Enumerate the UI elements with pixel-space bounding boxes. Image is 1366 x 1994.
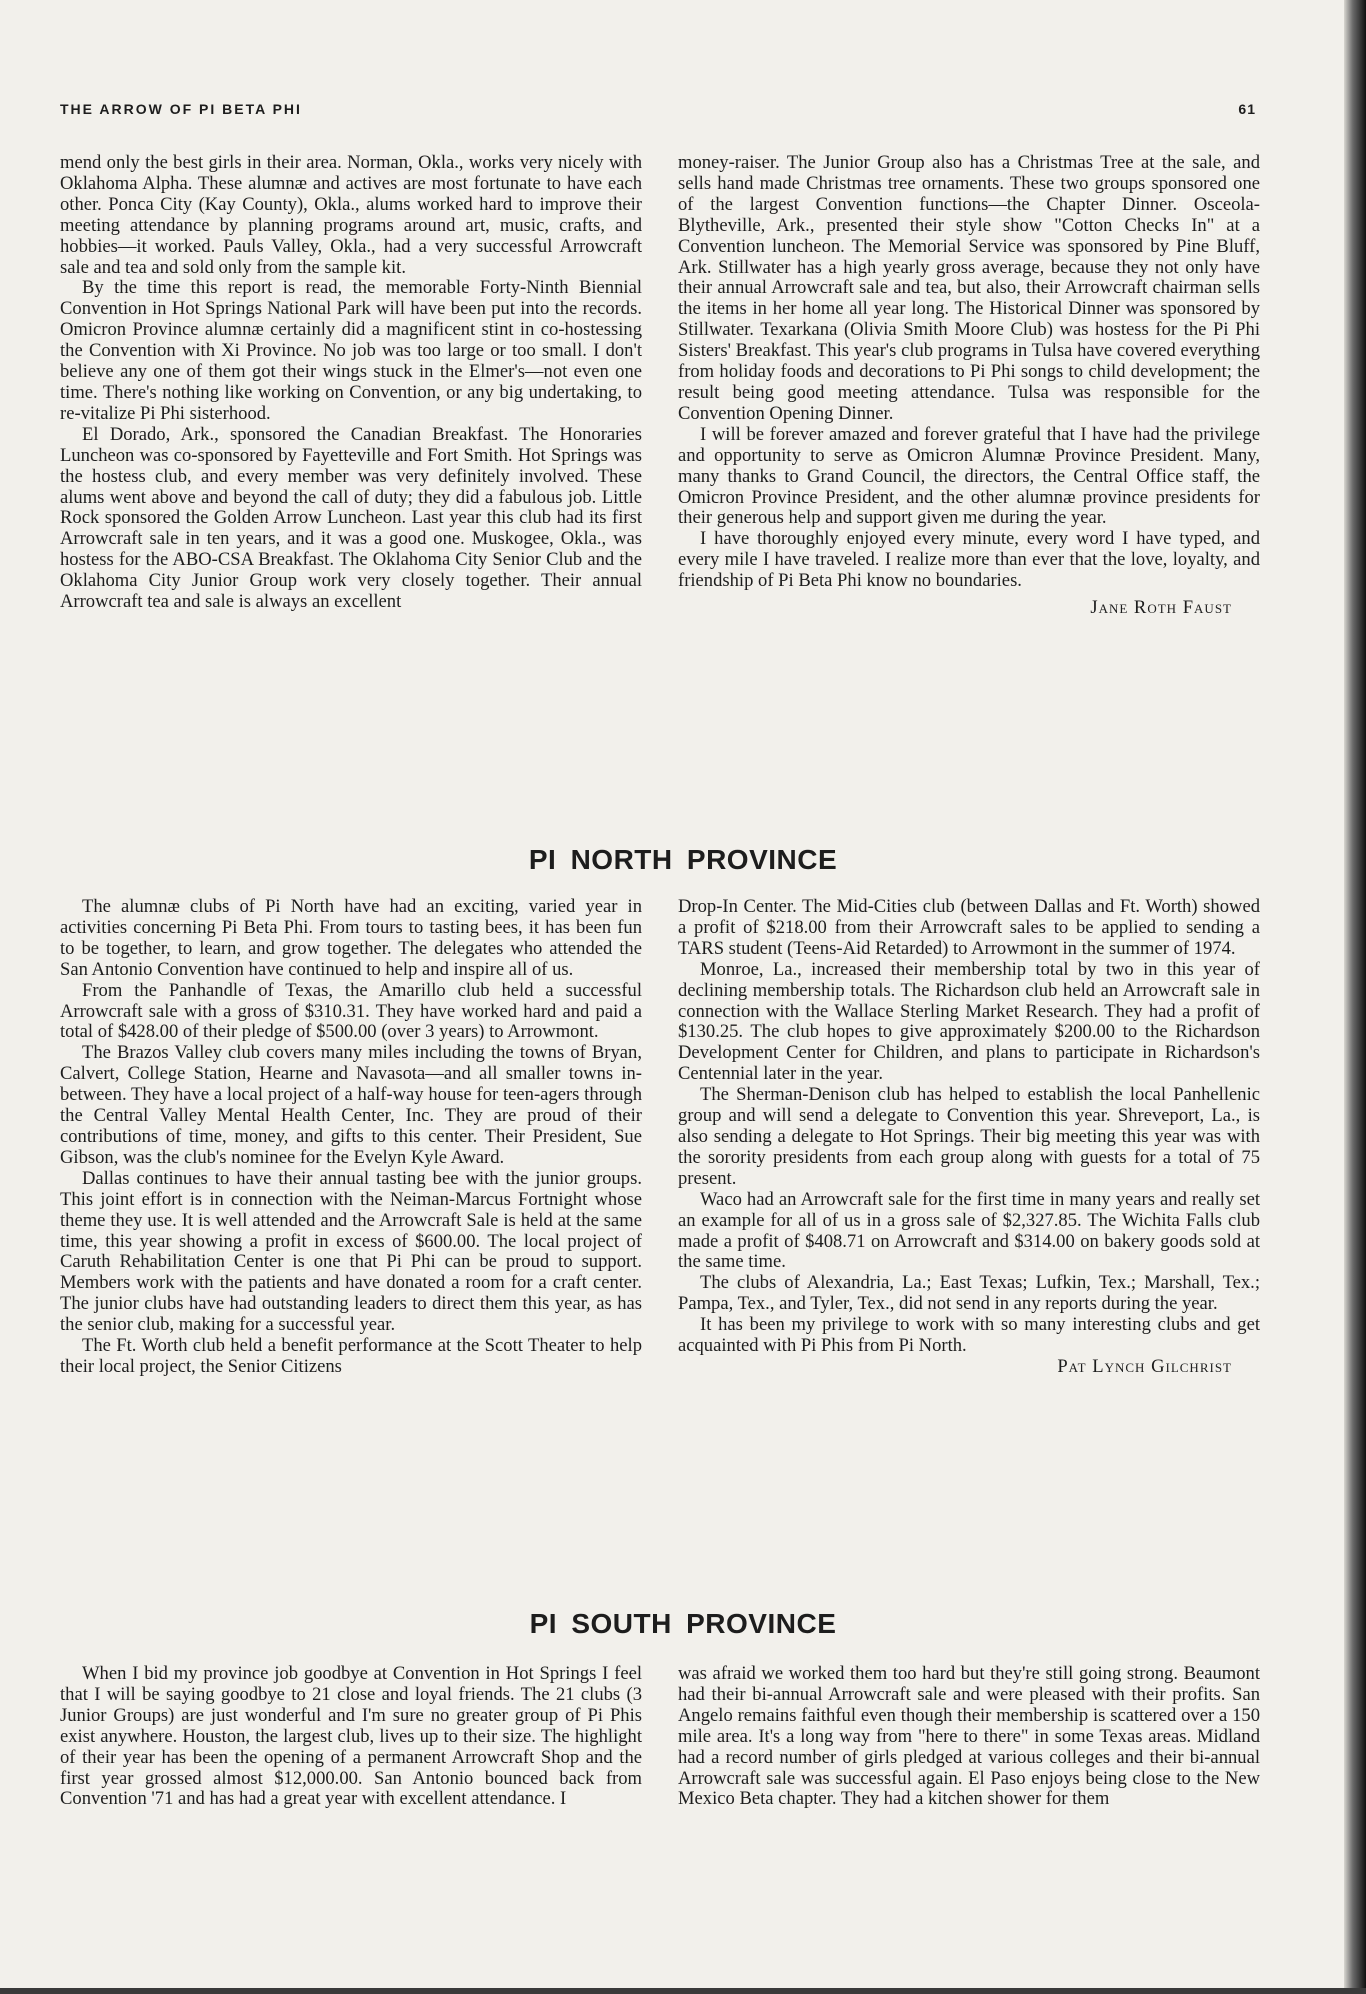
paragraph: I have thoroughly enjoyed every minute, every word I have typed, and every mile I have traveled. I realize more than ever that the love, loyalty, and friendship of Pi Beta Phi know no boundaries. <box>678 528 1260 592</box>
section-heading-pi-north: PI NORTH PROVINCE <box>528 844 838 875</box>
scan-edge-shadow <box>1344 0 1366 1994</box>
paragraph: The Ft. Worth club held a benefit performance at the Scott Theater to help their local project, the Senior Citizens <box>60 1335 642 1377</box>
paragraph: The clubs of Alexandria, La.; East Texas; Lufkin, Tex.; Marshall, Tex.; Pampa, Tex., and Tyler, Tex., did not send in any reports during the year. <box>678 1272 1260 1315</box>
paragraph: I will be forever amazed and forever grateful that I have had the privilege and opportunity to serve as Omicron Alumnæ Province President. Many, many thanks to Grand Council, the directors, the Central Office staff, the Omicron Province President, and the other alumnæ province presidents for their generous help and support given me during the year. <box>678 423 1260 529</box>
paragraph: Dallas continues to have their annual tasting bee with the junior groups. This joint effort is in connection with the Neiman-Marcus Fortnight whose theme they use. It is well attended and the Arrowcraft Sale is held at the same time, this year showing a profit in excess of $600.00. The local project of Caruth Rehabilitation Center is one that Pi Phi can be proud to support. Members work with the patients and have donated a room for a craft center. The junior clubs have had outstanding leaders to direct them this year, as has the senior club, making for a successful year. <box>60 1167 642 1336</box>
omicron-left-column <box>60 153 642 613</box>
journal-title: THE ARROW OF PI BETA PHI <box>60 101 302 117</box>
pi-north-left-column <box>60 897 642 1378</box>
paragraph: When I bid my province job goodbye at Convention in Hot Springs I feel that I will be saying goodbye to 21 close and loyal friends. The 21 clubs (3 Junior Groups) are just wonderful and I'm sure no greater group of Pi Phis exist anywhere. Houston, the largest club, lives up to their size. The highlight of their year has been the opening of a permanent Arrowcraft Shop and the first year grossed almost $12,000.00. San Antonio bounced back from Convention '71 and has had a great year with excellent attendance. I <box>60 1663 642 1810</box>
paragraph: The alumnæ clubs of Pi North have had an exciting, varied year in activities concerning Pi Beta Phi. From tours to tasting bees, it has been fun to be together, to learn, and grow together. The delegates who attended the San Antonio Convention have continued to help and inspire all of us. <box>60 896 642 980</box>
pi-north-right-column <box>678 897 1260 1378</box>
paragraph: From the Panhandle of Texas, the Amarillo club held a successful Arrowcraft sale with a gross of $310.31. They have worked hard and paid a total of $428.00 of their pledge of $500.00 (over 3 years) to Arrowmont. <box>60 979 642 1043</box>
paragraph: The Sherman-Denison club has helped to establish the local Panhellenic group and will send a delegate to Convention this year. Shreveport, La., is also sending a delegate to Hot Springs. Their big meeting this year was with the sorority presidents from each group along with guests for a total of 75 present. <box>678 1084 1260 1189</box>
section-heading-pi-south: PI SOUTH PROVINCE <box>529 1608 837 1639</box>
author-signature: Jane Roth Faust <box>1090 597 1232 619</box>
paragraph: Waco had an Arrowcraft sale for the first time in many years and really set an example for all of us in a gross sale of $2,327.85. The Wichita Falls club made a profit of $408.71 on Arrowcraft and $314.00 on bakery goods sold at the same time. <box>678 1188 1260 1273</box>
paragraph: El Dorado, Ark., sponsored the Canadian Breakfast. The Honoraries Luncheon was co-sponsored by Fayetteville and Fort Smith. Hot Springs was the hostess club, and every member was very definitely involved. These alums went above and beyond the call of duty; they did a fabulous job. Little Rock sponsored the Golden Arrow Luncheon. Last year this club had its first Arrowcraft sale in ten years, and it was a good one. Muskogee, Okla., was hostess for the ABO-CSA Breakfast. The Oklahoma City Senior Club and the Oklahoma City Junior Group work very closely together. Their annual Arrowcraft tea and sale is always an excellent <box>60 423 642 613</box>
paragraph: Monroe, La., increased their membership total by two in this year of declining membership totals. The Richardson club held an Arrowcraft sale in connection with the Wallace Sterling Market Research. They had a profit of $130.25. The club hopes to give approximately $200.00 to the Richardson Development Center for Children, and plans to participate in Richardson's Centennial later in the year. <box>678 958 1260 1085</box>
paragraph: By the time this report is read, the memorable Forty-Ninth Biennial Convention in Hot Springs National Park will have been put into the records. Omicron Province alumnæ certainly did a magnificent stint in co-hostessing the Convention with Xi Province. No job was too large or too small. I don't believe any one of them got their wings stuck in the Elmer's—not even one time. There's nothing like working on Convention, or any big undertaking, to re-vitalize Pi Phi sisterhood. <box>60 277 642 424</box>
scan-edge-bottom <box>0 1988 1366 1994</box>
paragraph: The Brazos Valley club covers many miles including the towns of Bryan, Calvert, College Station, Hearne and Navasota—and all smaller towns in-between. They have a local project of a half-way house for teen-agers through the Central Valley Mental Health Center, Inc. They are proud of their contributions of time, money, and gifts to this center. Their President, Sue Gibson, was the club's nominee for the Evelyn Kyle Award. <box>60 1042 642 1168</box>
author-signature: Pat Lynch Gilchrist <box>1057 1355 1232 1377</box>
paragraph: was afraid we worked them too hard but they're still going strong. Beaumont had their bi-annual Arrowcraft sale and were pleased with their profits. San Angelo remains faithful even though their membership is scattered over a 150 mile area. It's a long way from "here to there" in some Texas areas. Midland had a record number of girls pledged at various colleges and their bi-annual Arrowcraft sale was successful again. El Paso enjoys being close to the New Mexico Beta chapter. They had a kitchen shower for them <box>678 1663 1260 1810</box>
paragraph: It has been my privilege to work with so many interesting clubs and get acquainted with Pi Phis from Pi North. <box>678 1314 1260 1357</box>
omicron-right-column <box>678 153 1260 619</box>
pi-south-left-column <box>60 1664 642 1810</box>
paragraph: mend only the best girls in their area. Norman, Okla., works very nicely with Oklahoma Alpha. These alumnæ and actives are most fortunate to have each other. Ponca City (Kay County), Okla., alums worked hard to improve their meeting attendance by planning programs around art, music, crafts, and hobbies—it worked. Pauls Valley, Okla., had a very successful Arrowcraft sale and tea and sold only from the sample kit. <box>60 152 642 278</box>
page-number: 61 <box>1238 101 1256 117</box>
paragraph: Drop-In Center. The Mid-Cities club (between Dallas and Ft. Worth) showed a profit of $218.00 from their Arrowcraft sales to be applied to sending a TARS student (Teens-Aid Retarded) to Arrowmont in the summer of 1974. <box>678 896 1260 959</box>
pi-south-right-column <box>678 1664 1260 1810</box>
paragraph: money-raiser. The Junior Group also has a Christmas Tree at the sale, and sells hand made Christmas tree ornaments. These two groups sponsored one of the largest Convention functions—the Chapter Dinner. Osceola-Blytheville, Ark., presented their style show "Cotton Checks In" at a Convention luncheon. The Memorial Service was sponsored by Pine Bluff, Ark. Stillwater has a high yearly gross average, because they not only have their annual Arrowcraft sale and tea, but also, their Arrowcraft chairman sells the items in her home all year long. The Historical Dinner was sponsored by Stillwater. Texarkana (Olivia Smith Moore Club) was hostess for the Pi Phi Sisters' Breakfast. This year's club programs in Tulsa have covered everything from holiday foods and decorations to Pi Phi songs to child development; the result being good meeting attendance. Tulsa was responsible for the Convention Opening Dinner. <box>678 152 1260 424</box>
